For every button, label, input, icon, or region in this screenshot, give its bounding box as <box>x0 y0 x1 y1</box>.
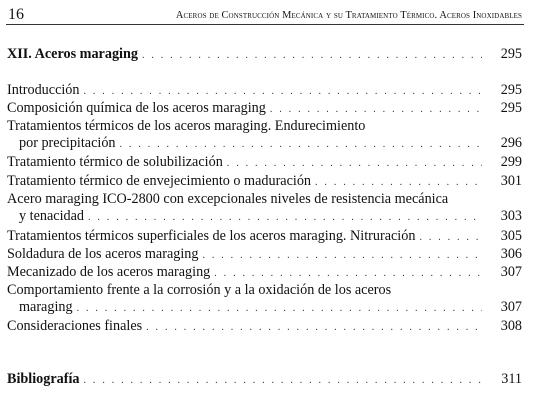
running-title: Aceros de Construcción Mecánica y su Tratamiento Térmico. Aceros Inoxidables <box>175 10 522 21</box>
dot-leader <box>146 319 482 336</box>
toc-entry-page-number: 307 <box>500 299 522 315</box>
chapter-title: XII. Aceros maraging <box>7 46 138 62</box>
toc-entry <box>7 118 522 153</box>
toc-entry-title-continuation: y tenacidad <box>19 208 84 224</box>
toc-entry-title: Introducción <box>7 82 80 98</box>
dot-leader <box>227 155 482 172</box>
toc-entry-title: Tratamiento térmico de envejecimiento o maduración <box>7 173 312 189</box>
dot-leader <box>202 247 482 264</box>
toc-entry <box>7 154 522 172</box>
toc-entry <box>7 282 522 317</box>
dot-leader <box>214 265 482 282</box>
toc-entry-page-number: 306 <box>500 246 522 262</box>
dot-leader <box>142 47 482 64</box>
toc-entry-page-number: 299 <box>500 154 522 170</box>
toc-entry-page-number: 296 <box>500 135 522 151</box>
toc-bibliography <box>7 371 522 389</box>
dot-leader <box>88 209 482 226</box>
toc-entry-page-number: 295 <box>500 82 522 98</box>
dot-leader <box>315 174 482 191</box>
toc-entry-page-number: 301 <box>500 173 522 189</box>
toc-entry-title: Tratamiento térmico de solubilización <box>7 154 223 170</box>
dot-leader <box>419 229 482 246</box>
toc-entry <box>7 82 522 100</box>
toc-entry-page-number: 308 <box>500 318 522 334</box>
dot-leader <box>84 83 483 100</box>
dot-leader <box>77 300 482 317</box>
running-header <box>6 2 524 25</box>
toc-entry-page-number: 295 <box>500 100 522 116</box>
toc-entry-title: Consideraciones finales <box>7 318 143 334</box>
toc-entry <box>7 228 522 246</box>
toc-entry <box>7 264 522 282</box>
toc-entry-page-number: 303 <box>500 208 522 224</box>
toc-entry-title: Soldadura de los aceros maraging <box>7 246 199 262</box>
toc-entry-title: Composición química de los aceros maraging <box>7 100 266 116</box>
toc-entry-page-number: 305 <box>500 228 522 244</box>
toc-entry <box>7 191 522 226</box>
toc-entry <box>7 246 522 264</box>
bibliography-page-number: 311 <box>501 371 522 387</box>
toc-entry <box>7 173 522 191</box>
toc-entry-title: Tratamientos térmicos de los aceros maraging. Endurecimiento <box>7 118 366 134</box>
toc-entry-page-number: 307 <box>500 264 522 280</box>
toc-entry-title: Tratamientos térmicos superficiales de los aceros maraging. Nitruración <box>7 228 416 244</box>
toc-entry <box>7 100 522 118</box>
dot-leader <box>120 136 482 153</box>
toc-entry <box>7 318 522 336</box>
toc-entry-title: Acero maraging ICO-2800 con excepcionales niveles de resistencia mecánica <box>7 191 449 207</box>
toc-entry-title: Mecanizado de los aceros maraging <box>7 264 211 280</box>
toc-entry-title-continuation: por precipitación <box>19 135 116 151</box>
toc-entry-title-continuation: maraging <box>19 299 73 315</box>
dot-leader <box>84 372 482 389</box>
toc-chapter-heading <box>7 46 522 64</box>
dot-leader <box>270 101 482 118</box>
chapter-page-number: 295 <box>500 46 522 62</box>
bibliography-title: Bibliografía <box>7 371 80 387</box>
page-number: 16 <box>8 6 24 23</box>
toc-entry-title: Comportamiento frente a la corrosión y a la oxidación de los aceros <box>7 282 392 298</box>
